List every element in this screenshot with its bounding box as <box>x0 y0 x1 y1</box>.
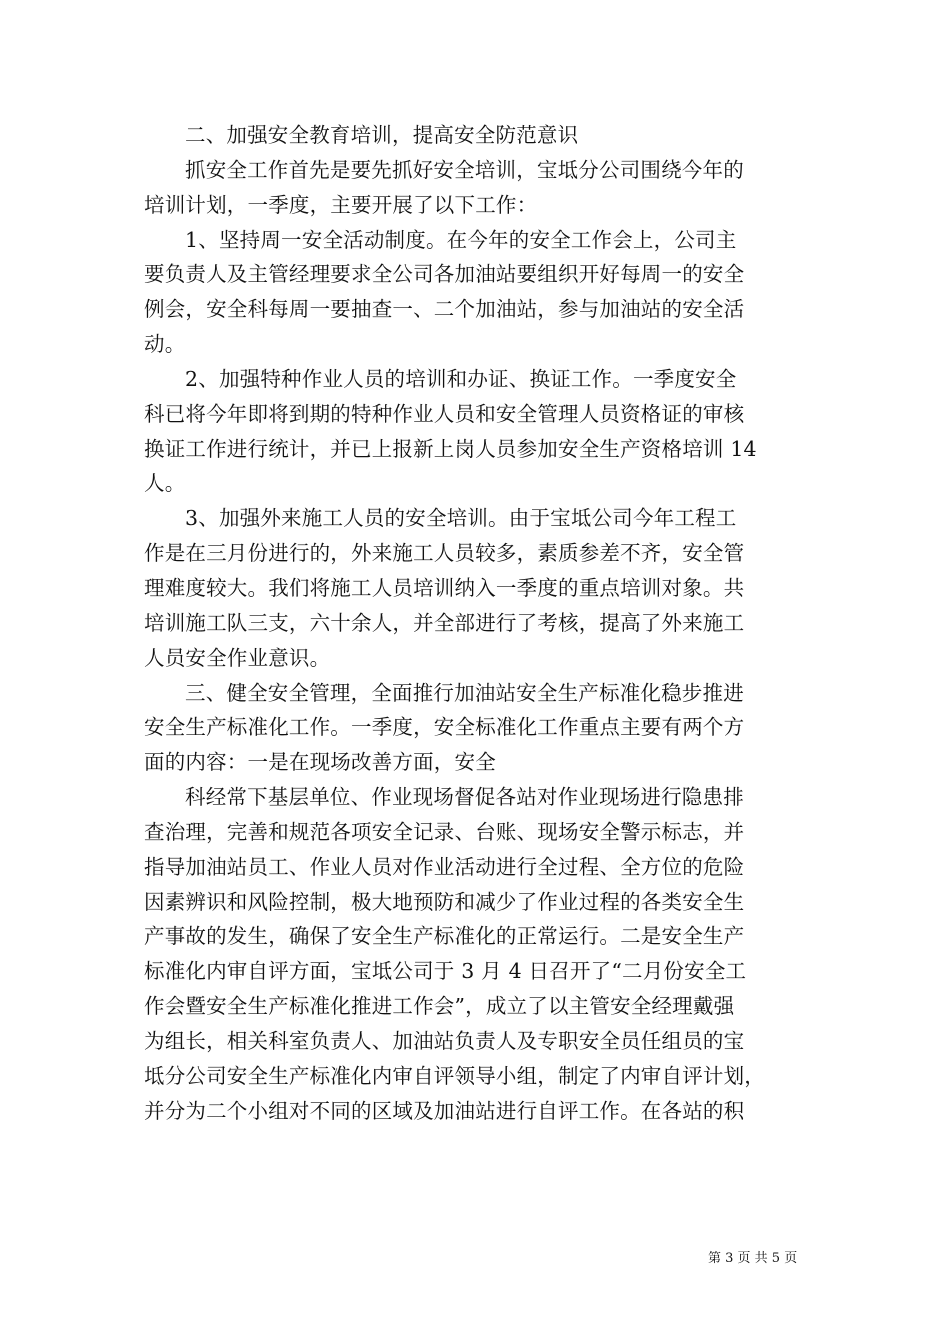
text-line: 三、健全安全管理，全面推行加油站安全生产标准化稳步推进 <box>185 680 744 705</box>
text-line: 作会暨安全生产标准化推进工作会”，成立了以主管安全经理戴强 <box>144 994 735 1019</box>
document-body <box>144 118 806 1128</box>
text-line: 因素辨识和风险控制，极大地预防和减少了作业过程的各类安全生 <box>144 889 745 914</box>
text-line: 二、加强安全教育培训，提高安全防范意识 <box>185 123 579 147</box>
text-line: 培训施工队三支，六十余人，并全部进行了考核，提高了外来施工 <box>144 610 745 635</box>
text-line: 人。 <box>144 471 186 496</box>
page-number-footer: 第 3 页 共 5 页 <box>708 1251 798 1266</box>
text-line: 科经常下基层单位、作业现场督促各站对作业现场进行隐患排 <box>185 785 744 810</box>
paragraph-para-standardization <box>144 780 806 1128</box>
text-line: 产事故的发生，确保了安全生产标准化的正常运行。二是安全生产 <box>144 924 745 949</box>
text-line: 3、加强外来施工人员的安全培训。由于宝坻公司今年工程工 <box>185 506 737 531</box>
text-line: 例会，安全科每周一要抽查一、二个加油站，参与加油站的安全活 <box>144 297 745 322</box>
text-line: 坻分公司安全生产标准化内审自评领导小组，制定了内审自评计划， <box>144 1063 765 1088</box>
text-line: 标准化内审自评方面，宝坻公司于 3 月 4 日召开了“二月份安全工 <box>144 959 747 984</box>
paragraph-item-3 <box>144 501 806 675</box>
text-line: 培训计划，一季度，主要开展了以下工作： <box>144 192 538 217</box>
text-line: 动。 <box>144 332 186 357</box>
text-line: 作是在三月份进行的，外来施工人员较多，素质参差不齐，安全管 <box>144 541 745 566</box>
text-line: 换证工作进行统计，并已上报新上岗人员参加安全生产资格培训 14 <box>144 436 757 461</box>
paragraph-heading-2 <box>144 118 806 153</box>
text-line: 安全生产标准化工作。一季度，安全标准化工作重点主要有两个方 <box>144 715 745 740</box>
text-line: 指导加油站员工、作业人员对作业活动进行全过程、全方位的危险 <box>144 854 745 879</box>
text-line: 科已将今年即将到期的特种作业人员和安全管理人员资格证的审核 <box>144 401 745 426</box>
text-line: 要负责人及主管经理要求全公司各加油站要组织开好每周一的安全 <box>144 262 745 287</box>
text-line: 抓安全工作首先是要先抓好安全培训，宝坻分公司围绕今年的 <box>185 157 744 182</box>
paragraph-item-2 <box>144 362 806 501</box>
text-line: 为组长，相关科室负责人、加油站负责人及专职安全员任组员的宝 <box>144 1028 745 1053</box>
text-line: 面的内容：一是在现场改善方面，安全 <box>144 750 496 775</box>
text-line: 并分为二个小组对不同的区域及加油站进行自评工作。在各站的积 <box>144 1098 745 1123</box>
paragraph-heading-3 <box>144 676 806 781</box>
text-line: 人员安全作业意识。 <box>144 645 331 670</box>
text-line: 1、坚持周一安全活动制度。在今年的安全工作会上，公司主 <box>185 227 737 252</box>
text-line: 2、加强特种作业人员的培训和办证、换证工作。一季度安全 <box>185 366 737 391</box>
text-line: 理难度较大。我们将施工人员培训纳入一季度的重点培训对象。共 <box>144 575 745 600</box>
paragraph-para-intro <box>144 153 806 223</box>
paragraph-item-1 <box>144 223 806 362</box>
text-line: 查治理，完善和规范各项安全记录、台账、现场安全警示标志，并 <box>144 819 745 844</box>
